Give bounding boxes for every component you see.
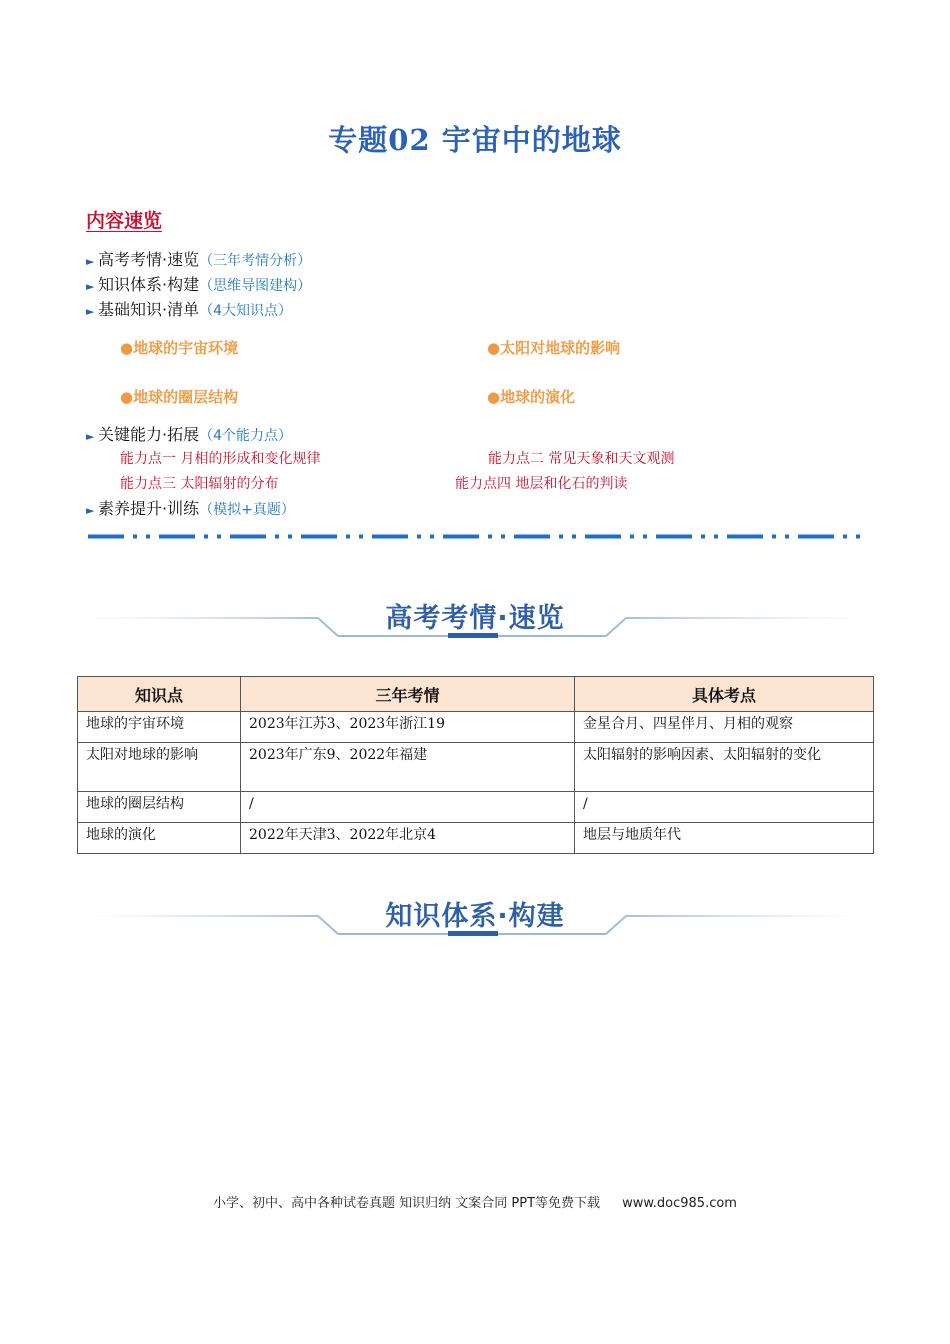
toc-item-key-abilities	[86, 422, 292, 445]
table-cell: /	[241, 792, 575, 823]
ability-point: 能力点一 月相的形成和变化规律	[120, 451, 321, 467]
toc-label: 基础知识·清单	[98, 300, 200, 319]
table-row	[78, 792, 874, 823]
ability-point: 能力点三 太阳辐射的分布	[120, 476, 279, 492]
section-banner-knowledge-system	[86, 888, 864, 950]
table-header-cell: 具体考点	[575, 677, 874, 712]
footer-url[interactable]: www.doc985.com	[622, 1196, 737, 1211]
table-cell: 2023年江苏3、2023年浙江19	[241, 712, 575, 743]
toc-label: 知识体系·构建	[98, 275, 200, 294]
toc-note: （4大知识点）	[199, 303, 293, 319]
toc-item-knowledge-system	[86, 272, 311, 295]
toc-note: （思维导图建构）	[199, 278, 312, 294]
table-cell: 太阳对地球的影响	[78, 743, 241, 792]
toc-item-exam-overview	[86, 247, 311, 270]
toc-label: 高考考情·速览	[98, 250, 200, 269]
toc-note: （4个能力点）	[199, 428, 293, 444]
table-row	[78, 823, 874, 854]
table-row	[78, 743, 874, 792]
table-cell: 地球的圈层结构	[78, 792, 241, 823]
toc-item-training	[86, 496, 295, 519]
table-row	[78, 712, 874, 743]
toc-note: （三年考情分析）	[199, 253, 312, 269]
section-title: 高考考情·速览	[385, 603, 565, 634]
footer-text: 小学、初中、高中各种试卷真题 知识归纳 文案合同 PPT等免费下载	[213, 1196, 601, 1211]
arrow-right-icon: ►	[86, 255, 95, 268]
table-header-cell: 三年考情	[241, 677, 575, 712]
table-header-cell: 知识点	[78, 677, 241, 712]
footer	[0, 1192, 950, 1211]
table-cell: 2023年广东9、2022年福建	[241, 743, 575, 792]
toc-label: 关键能力·拓展	[98, 425, 200, 444]
dash-dot-divider	[88, 534, 864, 539]
table-cell: 金星合月、四星伴月、月相的观察	[575, 712, 874, 743]
table-cell: 2022年天津3、2022年北京4	[241, 823, 575, 854]
ability-point: 能力点四 地层和化石的判读	[455, 476, 628, 492]
table-cell: 地层与地质年代	[575, 823, 874, 854]
document-title: 专题02 宇宙中的地球	[328, 123, 622, 157]
knowledge-point: ●太阳对地球的影响	[487, 339, 621, 357]
table-cell: 地球的演化	[78, 823, 241, 854]
ability-point: 能力点二 常见天象和天文观测	[488, 451, 675, 467]
exam-analysis-table	[77, 676, 874, 854]
section-banner-exam-overview	[86, 590, 864, 652]
toc-item-basic-knowledge	[86, 297, 292, 320]
table-header-row	[78, 677, 874, 712]
arrow-right-icon: ►	[86, 430, 95, 443]
overview-heading: 内容速览	[86, 210, 163, 232]
table-cell: 地球的宇宙环境	[78, 712, 241, 743]
knowledge-point: ●地球的宇宙环境	[120, 339, 239, 357]
section-title: 知识体系·构建	[385, 901, 565, 932]
table-cell: /	[575, 792, 874, 823]
toc-note: （模拟+真题）	[199, 502, 295, 518]
table-cell: 太阳辐射的影响因素、太阳辐射的变化	[575, 743, 874, 792]
toc-label: 素养提升·训练	[98, 499, 200, 518]
knowledge-point: ●地球的演化	[487, 388, 576, 406]
arrow-right-icon: ►	[86, 280, 95, 293]
arrow-right-icon: ►	[86, 504, 95, 517]
arrow-right-icon: ►	[86, 305, 95, 318]
knowledge-point: ●地球的圈层结构	[120, 388, 239, 406]
